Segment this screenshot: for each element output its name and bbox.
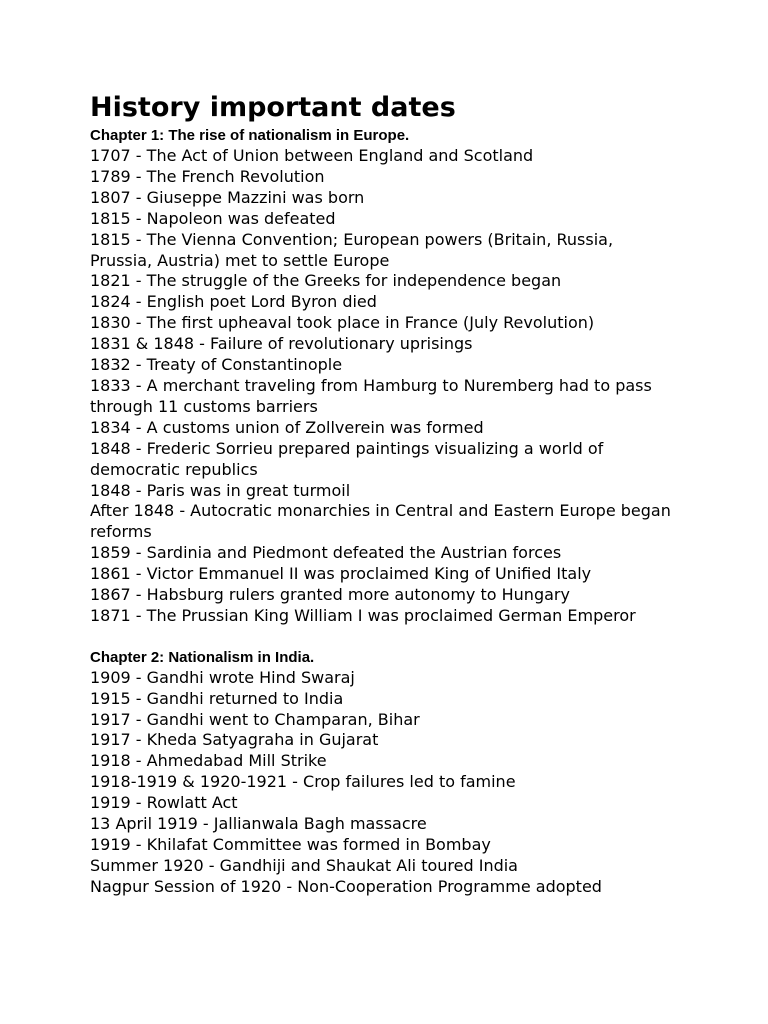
list-item: 1831 & 1848 - Failure of revolutionary uprisings: [90, 334, 473, 354]
list-item: 1821 - The struggle of the Greeks for independence began: [90, 271, 562, 291]
list-item: 1871 - The Prussian King William I was proclaimed German Emperor: [90, 605, 636, 625]
list-item: 13 April 1919 - Jallianwala Bagh massacre: [90, 814, 427, 834]
list-item: 1848 - Paris was in great turmoil: [90, 480, 351, 500]
list-item: 1833 - A merchant traveling from Hamburg to Nuremberg had to pass through 11 customs barriers: [90, 375, 652, 416]
list-item: 1815 - Napoleon was defeated: [90, 208, 336, 228]
list-item: Nagpur Session of 1920 - Non-Cooperation Programme adopted: [90, 876, 602, 896]
list-item: 1707 - The Act of Union between England and Scotland: [90, 146, 534, 165]
chapter-2-entries: [90, 668, 690, 898]
list-item: 1867 - Habsburg rulers granted more autonomy to Hungary: [90, 585, 570, 605]
chapter-1-section: [90, 126, 690, 627]
list-item: 1918 - Ahmedabad Mill Strike: [90, 751, 327, 771]
list-item: 1848 - Frederic Sorrieu prepared paintings visualizing a world of democratic republics: [90, 438, 604, 479]
document-page: [90, 90, 690, 898]
list-item: 1909 - Gandhi wrote Hind Swaraj: [90, 667, 355, 687]
list-item: 1917 - Gandhi went to Champaran, Bihar: [90, 709, 420, 729]
list-item: 1815 - The Vienna Convention; European powers (Britain, Russia, Prussia, Austria) met to settle Europe: [90, 229, 614, 270]
list-item: 1807 - Giuseppe Mazzini was born: [90, 187, 365, 207]
list-item: 1915 - Gandhi returned to India: [90, 688, 344, 708]
list-item: 1830 - The first upheaval took place in France (July Revolution): [90, 313, 595, 333]
document-title: History important dates: [90, 92, 456, 123]
list-item: 1832 - Treaty of Constantinople: [90, 355, 343, 375]
list-item: 1824 - English poet Lord Byron died: [90, 292, 377, 312]
chapter-1-entries: [90, 146, 690, 627]
list-item: 1917 - Kheda Satyagraha in Gujarat: [90, 730, 379, 750]
list-item: 1834 - A customs union of Zollverein was formed: [90, 417, 484, 437]
chapter-2-section: [90, 648, 690, 898]
list-item: 1919 - Rowlatt Act: [90, 793, 238, 813]
chapter-1-heading: Chapter 1: The rise of nationalism in Europe.: [90, 127, 410, 144]
list-item: After 1848 - Autocratic monarchies in Central and Eastern Europe began reforms: [90, 501, 671, 542]
section-spacer: [90, 627, 690, 648]
list-item: 1861 - Victor Emmanuel II was proclaimed King of Unified Italy: [90, 564, 592, 584]
list-item: 1919 - Khilafat Committee was formed in Bombay: [90, 834, 491, 854]
list-item: 1859 - Sardinia and Piedmont defeated the Austrian forces: [90, 543, 562, 563]
list-item: 1789 - The French Revolution: [90, 166, 325, 186]
chapter-2-heading: Chapter 2: Nationalism in India.: [90, 648, 315, 666]
list-item: Summer 1920 - Gandhiji and Shaukat Ali toured India: [90, 855, 518, 875]
list-item: 1918-1919 & 1920-1921 - Crop failures led to famine: [90, 772, 516, 792]
